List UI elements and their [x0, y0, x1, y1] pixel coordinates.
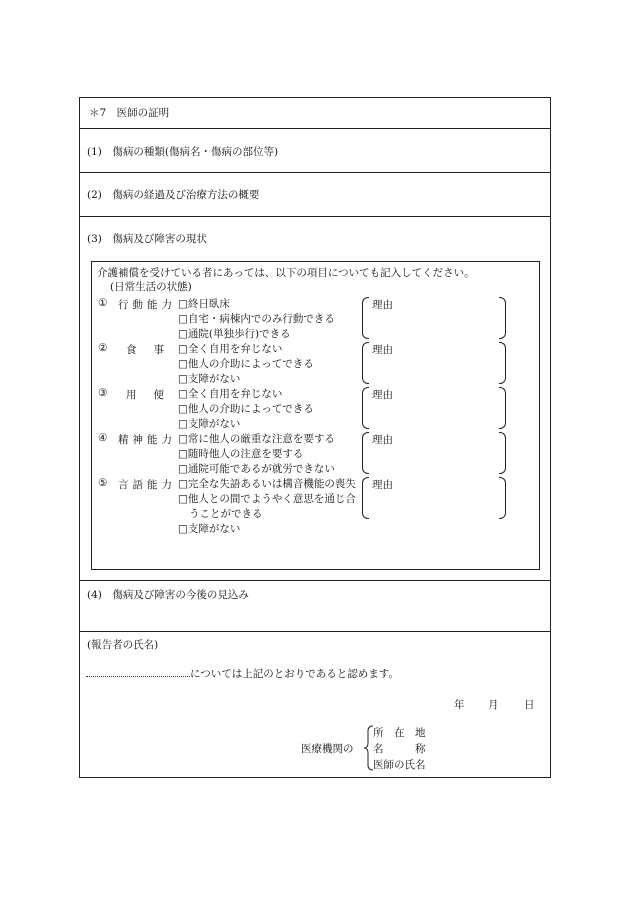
reason-label: 理由: [372, 479, 393, 491]
option-checkbox[interactable]: □他人の介助によってできる: [178, 358, 314, 370]
option-list: [178, 432, 358, 477]
divider: [80, 580, 550, 581]
prognosis-heading: (4) 傷病及び障害の今後の見込み: [87, 589, 249, 601]
date-month-label: 月: [488, 699, 499, 711]
section-title: ＊7 医師の証明: [89, 107, 170, 119]
item-label: 行 動 能 力: [118, 299, 172, 311]
reason-field[interactable]: [362, 297, 506, 339]
current-condition-heading: (3) 傷病及び障害の現状: [87, 233, 207, 245]
item-label: 言 語 能 力: [118, 479, 172, 491]
option-list: [178, 387, 358, 432]
divider: [80, 172, 550, 173]
reason-field[interactable]: [362, 432, 506, 474]
divider: [80, 216, 550, 217]
option-checkbox[interactable]: □支障がない: [178, 523, 241, 535]
date-year-label: 年: [454, 699, 465, 711]
option-list: [178, 342, 358, 387]
treatment-overview-heading: (2) 傷病の経過及び治療方法の概要: [87, 189, 260, 201]
option-checkbox[interactable]: □通院可能であるが就労できない: [178, 463, 335, 475]
item-label: 食 事: [126, 344, 164, 356]
item-number: ①: [98, 297, 108, 309]
doctor-certificate-form: [79, 97, 551, 778]
care-status-box: [91, 261, 540, 570]
option-checkbox[interactable]: □支障がない: [178, 373, 241, 385]
reason-field[interactable]: [362, 342, 506, 384]
reason-label: 理由: [372, 344, 393, 356]
option-list: [178, 297, 358, 342]
reason-field[interactable]: [362, 477, 506, 519]
address-label: 所 在 地: [373, 727, 426, 739]
medical-institution-label: 医療機関の: [301, 743, 354, 755]
option-checkbox[interactable]: □常に他人の厳重な注意を要する: [178, 433, 335, 445]
reason-label: 理由: [372, 299, 393, 311]
item-label: 用 便: [126, 389, 164, 401]
item-number: ③: [98, 387, 108, 399]
doctor-name-label: 医師の氏名: [373, 759, 426, 771]
item-number: ⑤: [98, 477, 108, 489]
reason-label: 理由: [372, 389, 393, 401]
reason-field[interactable]: [362, 387, 506, 429]
option-checkbox[interactable]: □全く自用を弁じない: [178, 388, 283, 400]
reporter-name-field[interactable]: [86, 666, 190, 677]
item-label: 精 神 能 力: [118, 434, 172, 446]
certification-text: については上記のとおりであると認めます。: [190, 668, 399, 680]
option-checkbox[interactable]: □随時他人の注意を要する: [178, 448, 304, 460]
care-intro-text: 介護補償を受けている者にあっては、以下の項目についても記入してください。: [97, 267, 475, 279]
injury-type-heading: (1) 傷病の種類(傷病名・傷病の部位等): [87, 146, 279, 158]
option-checkbox[interactable]: □他人の介助によってできる: [178, 403, 314, 415]
option-checkbox[interactable]: □他人との間でようやく意思を通じ合うことができる: [178, 493, 356, 520]
divider: [80, 128, 550, 129]
reason-label: 理由: [372, 434, 393, 446]
option-list: [178, 477, 356, 537]
option-checkbox[interactable]: □自宅・病棟内でのみ行動できる: [178, 313, 335, 325]
item-number: ②: [98, 342, 108, 354]
option-checkbox[interactable]: □支障がない: [178, 418, 241, 430]
date-day-label: 日: [524, 699, 535, 711]
reporter-name-label: (報告者の氏名): [87, 639, 159, 651]
certification-line: [86, 666, 399, 681]
option-checkbox[interactable]: □終日臥床: [178, 298, 230, 310]
divider: [80, 631, 550, 632]
daily-life-subheading: (日常生活の状態): [110, 281, 192, 293]
institution-name-label: 名 称: [373, 743, 426, 755]
option-checkbox[interactable]: □完全な失語あるいは構音機能の喪失: [178, 478, 356, 490]
option-checkbox[interactable]: □全く自用を弁じない: [178, 343, 283, 355]
item-number: ④: [98, 432, 108, 444]
option-checkbox[interactable]: □通院(単独歩行)できる: [178, 328, 291, 340]
